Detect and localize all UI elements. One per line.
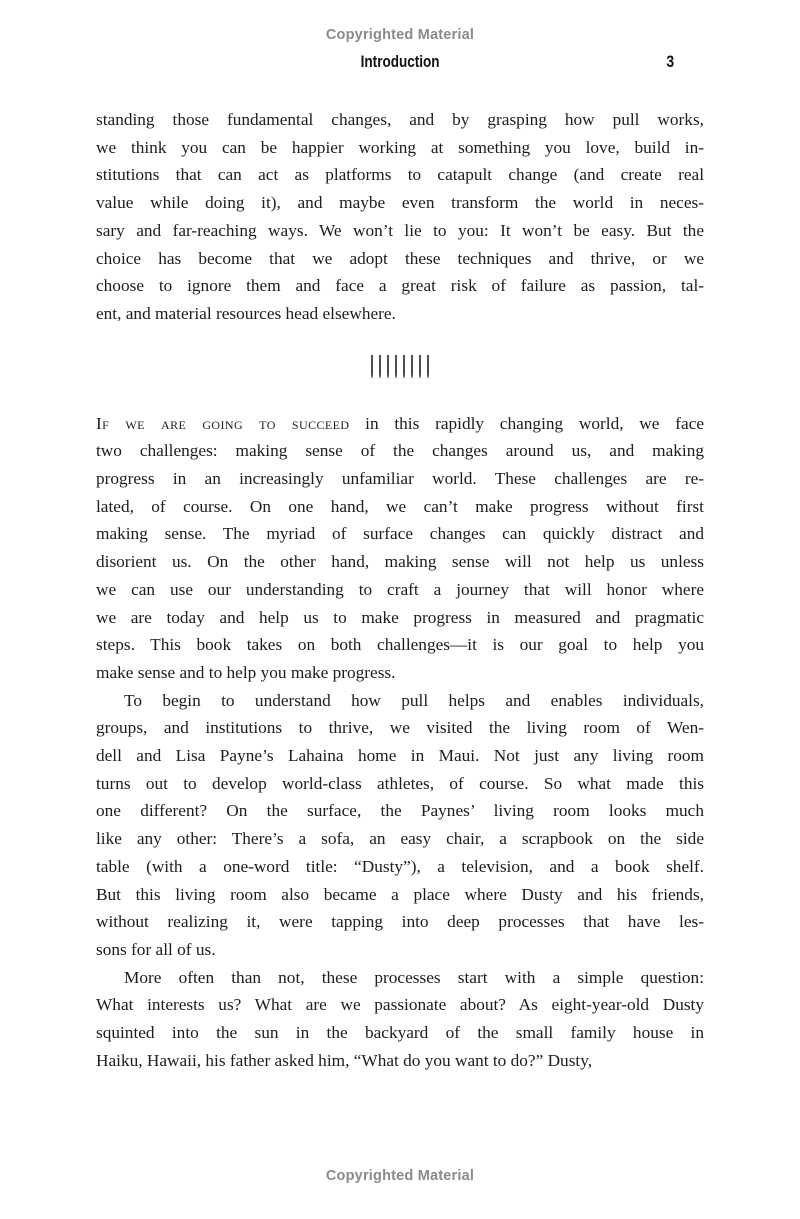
text-line: sons for all of us. bbox=[96, 939, 216, 959]
text-line: But this living room also became a place where Dusty and his friends, bbox=[96, 884, 704, 904]
copyright-notice-bottom: Copyrighted Material bbox=[325, 1168, 475, 1184]
paragraph bbox=[96, 687, 704, 964]
text-line: Haiku, Hawaii, his father asked him, “What do you want to do?” Dusty, bbox=[96, 1050, 593, 1070]
text-line: we are today and help us to make progress in measured and pragmatic bbox=[96, 607, 704, 627]
text-line: To begin to understand how pull helps and enables individuals, bbox=[124, 690, 704, 710]
text-line: stitutions that can act as platforms to catapult change (and create real bbox=[96, 165, 704, 185]
text-line: turns out to develop world-class athletes, of course. So what made this bbox=[96, 773, 704, 793]
text-line: squinted into the sun in the backyard of the small family house in bbox=[96, 1023, 704, 1043]
text-line: we think you can be happier working at something you love, build in- bbox=[96, 137, 704, 157]
text-line: two challenges: making sense of the changes around us, and making bbox=[96, 441, 704, 461]
text-line: like any other: There’s a sofa, an easy chair, a scrapbook on the side bbox=[96, 829, 704, 849]
ornament-bar bbox=[379, 355, 381, 378]
ornament-bar bbox=[371, 355, 373, 378]
text-line: disorient us. On the other hand, making sense will not help us unless bbox=[96, 552, 704, 572]
section-break-ornament bbox=[96, 355, 704, 378]
copyright-notice-top: Copyrighted Material bbox=[325, 27, 475, 43]
paragraph bbox=[96, 964, 704, 1075]
text-line: standing those fundamental changes, and by grasping how pull works, bbox=[96, 110, 704, 129]
chapter-title: Introduction bbox=[360, 53, 440, 71]
page-number: 3 bbox=[666, 53, 674, 71]
text-line: sary and far-reaching ways. We won’t lie to you: It won’t be easy. But the bbox=[96, 220, 704, 240]
running-head bbox=[96, 51, 704, 73]
text-line: If we are going to succeed in this rapidly changing world, we face bbox=[96, 413, 704, 433]
text-line: we can use our understanding to craft a journey that will honor where bbox=[96, 579, 704, 599]
ornament-bar bbox=[403, 355, 405, 378]
text-line: More often than not, these processes start with a simple question: bbox=[124, 967, 704, 987]
ornament-bar bbox=[419, 355, 421, 378]
running-head-title-wrap bbox=[96, 51, 704, 73]
text-line: value while doing it), and maybe even transform the world in neces- bbox=[96, 193, 704, 213]
text-line: one different? On the surface, the Paynes’ living room looks much bbox=[96, 801, 704, 821]
text-line: choice has become that we adopt these techniques and thrive, or we bbox=[96, 248, 704, 268]
ornament-bar bbox=[387, 355, 389, 378]
body-text bbox=[96, 106, 704, 1075]
ornament-bar bbox=[411, 355, 413, 378]
text-line: choose to ignore them and face a great risk of failure as passion, tal- bbox=[96, 276, 704, 296]
small-caps-lead: If we are going to succeed bbox=[96, 413, 350, 433]
paragraph bbox=[96, 106, 704, 328]
ornament-bar bbox=[427, 355, 429, 378]
text-line: progress in an increasingly unfamiliar world. These challenges are re- bbox=[96, 469, 704, 489]
paragraph bbox=[96, 410, 704, 687]
text-line: lated, of course. On one hand, we can’t make progress without first bbox=[96, 496, 704, 516]
text-line: What interests us? What are we passionate about? As eight-year-old Dusty bbox=[96, 995, 704, 1015]
text-line: making sense. The myriad of surface changes can quickly distract and bbox=[96, 524, 704, 544]
ornament-bar bbox=[395, 355, 397, 378]
text-line: groups, and institutions to thrive, we visited the living room of Wen- bbox=[96, 718, 704, 738]
text-line: table (with a one-word title: “Dusty”), a television, and a book shelf. bbox=[96, 856, 704, 876]
text-line: ent, and material resources head elsewhere. bbox=[96, 303, 396, 323]
text-line: dell and Lisa Payne’s Lahaina home in Maui. Not just any living room bbox=[96, 746, 704, 766]
text-line: make sense and to help you make progress. bbox=[96, 662, 396, 682]
text-line: steps. This book takes on both challenges—it is our goal to help you bbox=[96, 635, 704, 655]
text-line: without realizing it, were tapping into deep processes that have les- bbox=[96, 912, 704, 932]
